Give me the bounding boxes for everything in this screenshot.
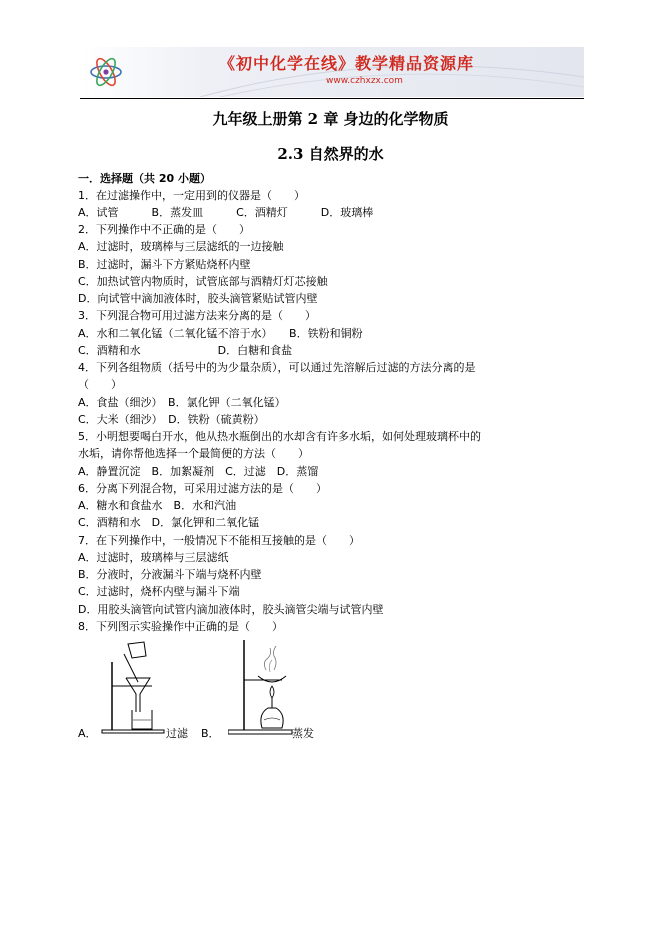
q6-options-ab: A．糖水和食盐水 B．水和汽油 bbox=[78, 499, 237, 512]
q6-options-cd: C．酒精和水 D．氯化钾和二氧化锰 bbox=[78, 516, 260, 529]
q2-option-b: B．过滤时，漏斗下方紧贴烧杯内壁 bbox=[78, 258, 251, 271]
q7-option-c: C．过滤时，烧杯内壁与漏斗下端 bbox=[78, 585, 240, 598]
q2-option-d: D．向试管中滴加液体时，胶头滴管紧贴试管内壁 bbox=[78, 292, 318, 305]
q8-option-a-label: 过滤 bbox=[166, 727, 188, 740]
q5-options: A．静置沉淀 B．加絮凝剂 C．过滤 D．蒸馏 bbox=[78, 465, 319, 478]
q7-option-b: B．分液时，分液漏斗下端与烧杯内壁 bbox=[78, 568, 262, 581]
question-6: 6．分离下列混合物，可采用过滤方法的是（ ） bbox=[78, 482, 327, 495]
banner-url: www.czhxzx.com bbox=[326, 76, 403, 86]
evaporation-apparatus-figure bbox=[228, 636, 294, 736]
question-3: 3．下列混合物可用过滤方法来分离的是（ ） bbox=[78, 309, 316, 322]
question-5: 5．小明想要喝白开水，他从热水瓶倒出的水却含有许多水垢，如何处理玻璃杯中的 bbox=[78, 430, 481, 443]
q4-options-ab: A．食盐（细沙） B．氯化钾（二氧化锰） bbox=[78, 396, 286, 409]
document-subtitle: 2.3 自然界的水 bbox=[277, 145, 384, 163]
question-7: 7．在下列操作中，一般情况下不能相互接触的是（ ） bbox=[78, 534, 360, 547]
q7-option-a: A．过滤时，玻璃棒与三层滤纸 bbox=[78, 551, 229, 564]
q8-option-b-label: 蒸发 bbox=[292, 727, 314, 740]
question-5-cont: 水垢，请你帮他选择一个最简便的方法（ ） bbox=[78, 447, 309, 460]
q8-option-a-prefix: A． bbox=[78, 727, 97, 740]
question-1: 1．在过滤操作中，一定用到的仪器是（ ） bbox=[78, 189, 305, 202]
q3-options-ab: A．水和二氧化锰（二氧化锰不溶于水） B．铁粉和铜粉 bbox=[78, 327, 363, 340]
q8-option-b-prefix: B． bbox=[201, 727, 220, 740]
question-4: 4．下列各组物质（括号中的为少量杂质），可以通过先溶解后过滤的方法分离的是 bbox=[78, 361, 476, 374]
q3-options-cd: C．酒精和水 D．白糖和食盐 bbox=[78, 344, 293, 357]
question-2: 2．下列操作中不正确的是（ ） bbox=[78, 223, 250, 236]
header-banner bbox=[80, 47, 584, 97]
q2-option-c: C．加热试管内物质时，试管底部与酒精灯灯芯接触 bbox=[78, 275, 328, 288]
banner-title: 《初中化学在线》教学精品资源库 bbox=[219, 54, 475, 73]
q2-option-a: A．过滤时，玻璃棒与三层滤纸的一边接触 bbox=[78, 240, 284, 253]
document-title: 九年级上册第 2 章 身边的化学物质 bbox=[212, 110, 449, 128]
q7-option-d: D．用胶头滴管向试管内滴加液体时，胶头滴管尖端与试管内壁 bbox=[78, 603, 384, 616]
section-heading: 一．选择题（共 20 小题） bbox=[78, 172, 211, 185]
filtration-apparatus-figure bbox=[98, 640, 168, 736]
question-4-cont: （ ） bbox=[78, 378, 122, 391]
question-8: 8．下列图示实验操作中正确的是（ ） bbox=[78, 620, 283, 633]
q4-options-cd: C．大米（细沙） D．铁粉（硫黄粉） bbox=[78, 413, 265, 426]
header-rule bbox=[80, 98, 584, 99]
q1-options: A．试管 B．蒸发皿 C．酒精灯 D．玻璃棒 bbox=[78, 206, 374, 219]
